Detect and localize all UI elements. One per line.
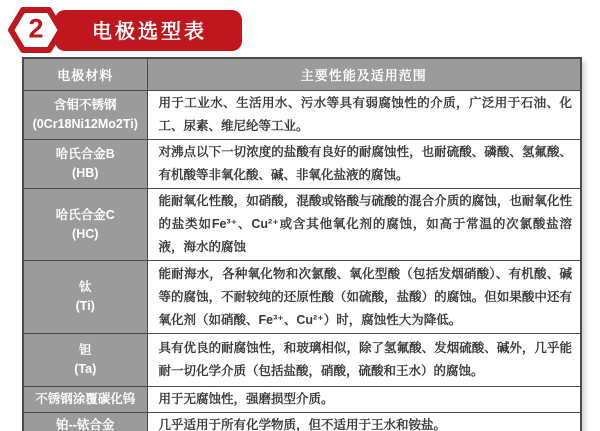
material-cell [23, 334, 147, 387]
table-header-row [23, 58, 581, 91]
material-code: (0Cr18Ni12Mo2Ti) [32, 117, 138, 131]
description-cell: 用于工业水、生活用水、污水等具有弱腐蚀性的介质，广泛用于石油、化工、尿素、维尼纶等工业。 [147, 91, 581, 140]
section-title-banner [55, 10, 242, 51]
material-name: 哈氏合金C [55, 207, 115, 222]
material-code: (HC) [72, 226, 99, 241]
material-cell [23, 140, 147, 189]
material-name: 钽 [78, 343, 92, 358]
material-code: (HB) [72, 166, 99, 180]
table-row [23, 140, 581, 189]
description-cell: 对沸点以下一切浓度的盐酸有良好的耐腐蚀性，也耐硫酸、磷酸、氢氟酸、有机酸等非氧化酸、碱、非氧化盐液的腐蚀。 [147, 140, 581, 189]
description-cell: 具有优良的耐腐蚀性，和玻璃相似，除了氢氟酸、发烟硫酸、碱外，几乎能耐一切化学介质（包括盐酸，硝酸，硫酸和王水）的腐蚀。 [147, 334, 581, 387]
description-cell: 用于无腐蚀性，强磨损型介质。 [147, 387, 581, 413]
material-name: 钛 [78, 280, 92, 295]
material-cell [23, 413, 147, 431]
table-row [23, 334, 581, 387]
description-cell: 几乎适用于所有化学物质，但不适用于王水和铵盐。 [147, 413, 581, 431]
table-row [23, 387, 581, 413]
section-number-badge [8, 6, 64, 54]
section-title: 电极选型表 [92, 20, 207, 43]
material-cell [23, 91, 147, 140]
material-name: 哈氏合金B [55, 147, 115, 162]
material-code: (Ta) [74, 362, 97, 376]
material-name: 铂--铱合金 [56, 418, 115, 431]
material-cell [23, 261, 147, 334]
column-header-material: 电极材料 [23, 58, 147, 91]
description-cell: 能耐海水，各种氧化物和次氯酸、氧化型酸（包括发烟硝酸）、有机酸、碱等的腐蚀，不耐较纯的还原性酸（如硫酸，盐酸）的腐蚀。但如果酸中还有氧化剂（如硝酸、Fe³⁺、Cu²⁺）时，腐蚀性大为降低。 [147, 261, 581, 334]
table-row [23, 91, 581, 140]
section-number: 2 [28, 13, 44, 44]
electrode-selection-table [22, 57, 582, 431]
table-row [23, 189, 581, 261]
material-name: 含钼不锈钢 [53, 98, 117, 113]
description-cell: 能耐氧化性酸，如硝酸，混酸或铬酸与硫酸的混合介质的腐蚀，也耐氧化性的盐类如Fe³⁺、Cu²⁺或含其他氧化剂的腐蚀，如高于常温的次氯酸盐溶液，海水的腐蚀 [147, 189, 581, 261]
column-header-performance: 主要性能及适用范围 [147, 58, 581, 91]
material-cell [23, 189, 147, 261]
material-name: 不锈钢涂覆碳化钨 [35, 392, 136, 407]
material-cell [23, 387, 147, 413]
table-row [23, 413, 581, 431]
material-code: (Ti) [75, 299, 95, 313]
table-row [23, 261, 581, 334]
page-header [8, 6, 242, 54]
